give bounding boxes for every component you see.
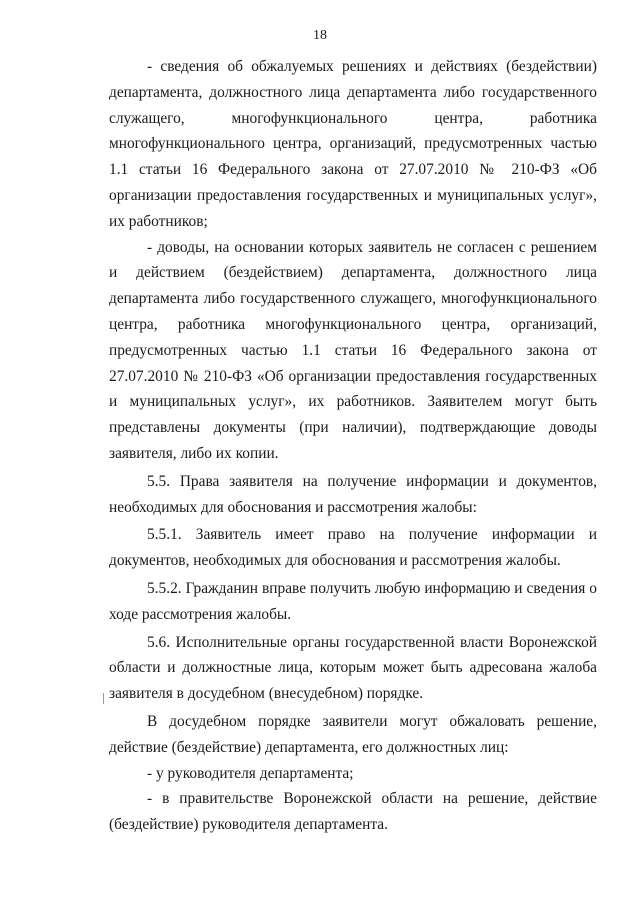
scan-margin-mark	[103, 693, 104, 704]
list-item-department-head: - у руководителя департамента;	[147, 764, 354, 782]
paragraph-complaint-arguments: - доводы, на основании которых заявитель не согласен с решением и действием (бездействием) департамента, должностного лица департамента либо государственного служащего, многофункционального центра, работника многофункционального центра, организаций, предусмотренных частью 1.1 статьи 16 Федерального закона от 27.07.2010 № 210-ФЗ «Об организации предоставления государственных и муниципальных услуг», их работников. Заявителем могут быть представлены документы (при наличии), подтверждающие доводы заявителя, либо их копии.	[109, 238, 597, 462]
paragraph-5-5: 5.5. Права заявителя на получение информации и документов, необходимых для обоснования и рассмотрения жалобы:	[109, 472, 597, 516]
list-item-regional-government: - в правительстве Воронежской области на решение, действие (бездействие) руководителя департамента.	[109, 790, 597, 834]
paragraph-complaint-subject: - сведения об обжалуемых решениях и действиях (бездействии) департамента, должностного лица департамента либо государственного служащего, многофункционального центра, работника многофункционального центра, организаций, предусмотренных частью 1.1 статьи 16 Федерального закона от 27.07.2010 № 210-ФЗ «Об организации предоставления государственных и муниципальных услуг», их работников;	[109, 58, 597, 230]
paragraph-5-6: 5.6. Исполнительные органы государственной власти Воронежской области и должностные лица, которым может быть адресована жалоба заявителя в досудебном (внесудебном) порядке.	[109, 633, 597, 703]
paragraph-pretrial-procedure: В досудебном порядке заявители могут обжаловать решение, действие (бездействие) департамента, его должностных лиц:	[109, 712, 597, 756]
page-number: 18	[313, 28, 327, 43]
paragraph-5-5-2: 5.5.2. Гражданин вправе получить любую информацию и сведения о ходе рассмотрения жалобы.	[109, 579, 597, 623]
document-body	[109, 54, 597, 838]
paragraph-5-5-1: 5.5.1. Заявитель имеет право на получение информации и документов, необходимых для обоснования и рассмотрения жалобы.	[109, 526, 597, 570]
